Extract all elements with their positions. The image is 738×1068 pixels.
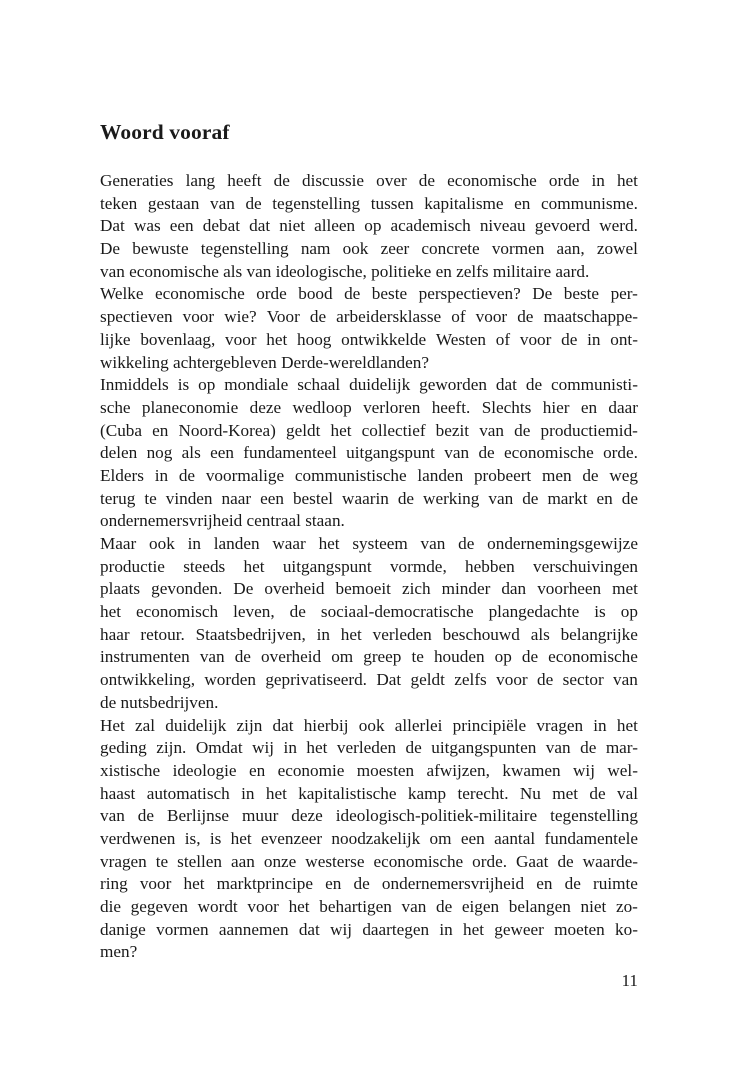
- text-line: Welke economische orde bood de beste perspectieven? De beste per-: [100, 284, 638, 304]
- text-line: de nutsbedrijven.: [100, 692, 219, 712]
- text-line: Maar ook in landen waar het systeem van de ondernemingsgewijze: [100, 534, 638, 553]
- paragraph: [100, 533, 638, 715]
- paragraph: [100, 283, 638, 374]
- text-line: lijke bovenlaag, voor het hoog ontwikkelde Westen of voor de in ont-: [100, 329, 638, 349]
- text-line: wikkeling achtergebleven Derde-wereldlanden?: [100, 352, 429, 372]
- chapter-title: Woord vooraf: [100, 120, 230, 144]
- text-line: sche planeconomie deze wedloop verloren heeft. Slechts hier en daar: [100, 397, 638, 417]
- text-line: men?: [100, 942, 138, 962]
- text-line: ontwikkeling, worden geprivatiseerd. Dat geldt zelfs voor de sector van: [100, 670, 638, 690]
- text-line: xistische ideologie en economie moesten afwijzen, kwamen wij wel-: [100, 760, 638, 780]
- text-line: (Cuba en Noord-Korea) geldt het collectief bezit van de productiemid-: [100, 420, 638, 440]
- text-line: Elders in de voormalige communistische landen probeert men de weg: [100, 465, 638, 485]
- text-line: geding zijn. Omdat wij in het verleden de uitgangspunten van de mar-: [100, 738, 638, 758]
- text-line: teken gestaan van de tegenstelling tussen kapitalisme en communisme.: [100, 193, 638, 213]
- text-line: Dat was een debat dat niet alleen op academisch niveau gevoerd werd.: [100, 216, 638, 236]
- text-line: vragen te stellen aan onze westerse economische orde. Gaat de waarde-: [100, 851, 638, 871]
- text-line: instrumenten van de overheid om greep te houden op de economische: [100, 647, 638, 667]
- text-line: het economisch leven, de sociaal-democratische plangedachte is op: [100, 602, 638, 622]
- text-line: die gegeven wordt voor het behartigen van de eigen belangen niet zo-: [100, 897, 638, 916]
- text-line: Inmiddels is op mondiale schaal duidelijk geworden dat de communisti-: [100, 375, 638, 395]
- paragraph: [100, 374, 638, 533]
- paragraph: [100, 170, 638, 283]
- text-line: haast automatisch in het kapitalistische kamp terecht. Nu met de val: [100, 783, 638, 803]
- text-line: haar retour. Staatsbedrijven, in het verleden beschouwd als belangrijke: [100, 624, 638, 644]
- text-line: van economische als van ideologische, politieke en zelfs militaire aard.: [100, 261, 590, 281]
- text-line: plaats gevonden. De overheid bemoeit zich minder dan voorheen met: [100, 579, 638, 599]
- text-line: spectieven voor wie? Voor de arbeidersklasse of voor de maatschappe-: [100, 307, 638, 327]
- text-line: terug te vinden naar een bestel waarin de werking van de markt en de: [100, 488, 638, 508]
- text-line: productie steeds het uitgangspunt vormde, hebben verschuivingen: [100, 556, 638, 576]
- text-line: danige vormen aannemen dat wij daartegen in het geweer moeten ko-: [100, 919, 638, 939]
- text-line: ondernemersvrijheid centraal staan.: [100, 511, 345, 531]
- body-text: [100, 170, 638, 964]
- text-line: Het zal duidelijk zijn dat hierbij ook allerlei principiële vragen in het: [100, 715, 638, 735]
- text-line: ring voor het marktprincipe en de ondernemersvrijheid en de ruimte: [100, 874, 638, 894]
- page-number: 11: [621, 971, 638, 990]
- text-line: Generaties lang heeft de discussie over de economische orde in het: [100, 171, 638, 190]
- text-line: verdwenen is, is het evenzeer noodzakelijk om een aantal fundamentele: [100, 828, 638, 848]
- text-line: De bewuste tegenstelling nam ook zeer concrete vormen aan, zowel: [100, 239, 638, 259]
- paragraph: [100, 715, 638, 965]
- text-line: delen nog als een fundamenteel uitgangspunt van de economische orde.: [100, 443, 638, 463]
- text-line: van de Berlijnse muur deze ideologisch-politiek-militaire tegenstelling: [100, 806, 638, 826]
